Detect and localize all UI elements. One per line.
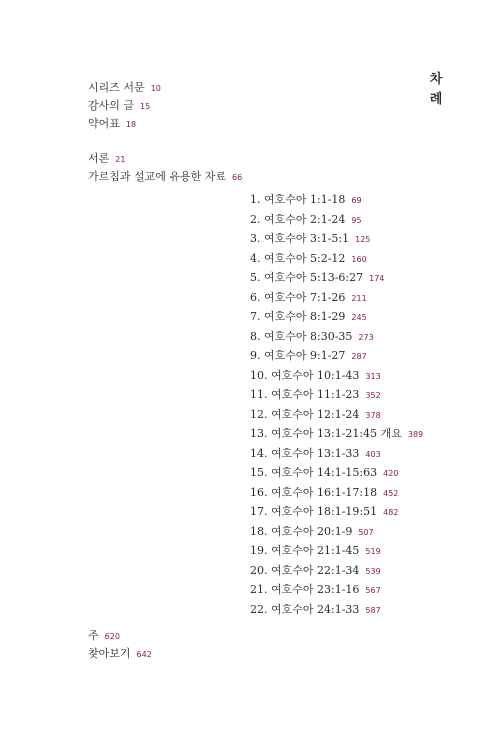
entry-page-number: 587 bbox=[365, 605, 381, 615]
entry-title: 20. 여호수아 22:1-34 bbox=[250, 563, 360, 577]
toc-entry-chapter-15[interactable] bbox=[250, 466, 398, 481]
toc-entry-chapter-18[interactable] bbox=[250, 525, 374, 540]
entry-page-number: 539 bbox=[365, 566, 381, 576]
toc-entry-chapter-3[interactable] bbox=[250, 232, 370, 247]
toc-heading bbox=[427, 70, 445, 110]
entry-title: 가르침과 설교에 유용한 자료 bbox=[88, 170, 227, 183]
entry-title: 약어표 bbox=[88, 117, 120, 130]
entry-title: 6. 여호수아 7:1-26 bbox=[250, 290, 346, 304]
entry-page-number: 482 bbox=[383, 508, 399, 517]
toc-entry-chapter-19[interactable] bbox=[250, 544, 381, 559]
entry-title: 7. 여호수아 8:1-29 bbox=[250, 310, 346, 323]
toc-entry-chapter-6[interactable] bbox=[250, 291, 367, 306]
entry-title: 15. 여호수아 14:1-15:63 bbox=[250, 466, 378, 479]
entry-page-number: 313 bbox=[365, 371, 381, 381]
toc-entry-introduction[interactable] bbox=[88, 152, 125, 167]
entry-title: 5. 여호수아 5:13-6:27 bbox=[250, 271, 364, 284]
entry-page-number: 174 bbox=[369, 274, 385, 283]
entry-page-number: 10 bbox=[150, 84, 161, 93]
entry-title: 22. 여호수아 24:1-33 bbox=[250, 602, 360, 616]
entry-title: 시리즈 서문 bbox=[88, 81, 145, 94]
entry-title: 19. 여호수아 21:1-45 bbox=[250, 544, 360, 557]
toc-entry-notes[interactable] bbox=[88, 629, 120, 644]
entry-page-number: 66 bbox=[232, 173, 243, 182]
entry-page-number: 15 bbox=[140, 102, 151, 111]
entry-title: 3. 여호수아 3:1-5:1 bbox=[250, 232, 350, 245]
toc-entry-chapter-17[interactable] bbox=[250, 505, 398, 520]
entry-title: 11. 여호수아 11:1-23 bbox=[250, 388, 360, 401]
entry-page-number: 378 bbox=[365, 410, 381, 420]
toc-entry-chapter-8[interactable] bbox=[250, 330, 374, 345]
toc-entry-chapter-13[interactable] bbox=[250, 427, 423, 442]
entry-title: 찾아보기 bbox=[88, 647, 131, 660]
entry-title: 4. 여호수아 5:2-12 bbox=[250, 251, 346, 265]
entry-page-number: 567 bbox=[365, 586, 381, 595]
entry-page-number: 403 bbox=[365, 449, 381, 459]
entry-title: 1. 여호수아 1:1-18 bbox=[250, 193, 346, 206]
entry-page-number: 420 bbox=[383, 469, 399, 478]
toc-entry-chapter-10[interactable] bbox=[250, 369, 381, 384]
entry-title: 8. 여호수아 8:30-35 bbox=[250, 329, 353, 343]
entry-page-number: 245 bbox=[351, 313, 367, 322]
toc-entry-acknowledgements[interactable] bbox=[88, 99, 150, 114]
entry-page-number: 18 bbox=[125, 120, 137, 129]
toc-entry-index[interactable] bbox=[88, 647, 152, 662]
entry-page-number: 21 bbox=[115, 155, 126, 164]
toc-entry-series-preface[interactable] bbox=[88, 81, 161, 96]
toc-entry-abbreviations[interactable] bbox=[88, 117, 136, 132]
entry-title: 2. 여호수아 2:1-24 bbox=[250, 212, 346, 226]
entry-title: 17. 여호수아 18:1-19:51 bbox=[250, 505, 378, 518]
entry-title: 10. 여호수아 10:1-43 bbox=[250, 368, 360, 382]
entry-title: 9. 여호수아 9:1-27 bbox=[250, 349, 346, 362]
toc-entry-chapter-16[interactable] bbox=[250, 486, 398, 501]
entry-page-number: 160 bbox=[351, 254, 367, 264]
entry-page-number: 95 bbox=[351, 215, 362, 225]
toc-entry-chapter-22[interactable] bbox=[250, 603, 381, 618]
toc-heading-char-1: 차 bbox=[429, 72, 443, 87]
toc-entry-chapter-1[interactable] bbox=[250, 193, 362, 208]
toc-entry-chapter-2[interactable] bbox=[250, 213, 362, 228]
entry-page-number: 389 bbox=[407, 430, 424, 439]
toc-entry-chapter-20[interactable] bbox=[250, 564, 381, 579]
toc-entry-chapter-7[interactable] bbox=[250, 310, 367, 325]
entry-page-number: 452 bbox=[383, 488, 399, 498]
toc-entry-chapter-4[interactable] bbox=[250, 252, 367, 267]
entry-title: 18. 여호수아 20:1-9 bbox=[250, 524, 353, 538]
toc-entry-chapter-14[interactable] bbox=[250, 447, 381, 462]
entry-title: 감사의 글 bbox=[88, 99, 135, 112]
toc-entry-chapter-21[interactable] bbox=[250, 583, 381, 598]
entry-page-number: 507 bbox=[358, 527, 374, 537]
entry-title: 13. 여호수아 13:1-21:45 개요 bbox=[250, 427, 402, 440]
entry-title: 주 bbox=[88, 629, 99, 642]
toc-entry-chapter-5[interactable] bbox=[250, 271, 384, 286]
entry-page-number: 69 bbox=[351, 196, 362, 205]
entry-title: 14. 여호수아 13:1-33 bbox=[250, 446, 360, 460]
toc-entry-resources[interactable] bbox=[88, 170, 242, 185]
toc-entry-chapter-11[interactable] bbox=[250, 388, 381, 403]
toc-heading-char-2: 례 bbox=[429, 92, 443, 107]
entry-title: 12. 여호수아 12:1-24 bbox=[250, 407, 360, 421]
entry-page-number: 125 bbox=[355, 235, 371, 244]
entry-page-number: 211 bbox=[351, 293, 367, 303]
entry-title: 16. 여호수아 16:1-17:18 bbox=[250, 485, 378, 499]
entry-page-number: 273 bbox=[358, 332, 374, 342]
entry-page-number: 620 bbox=[104, 632, 120, 641]
entry-page-number: 642 bbox=[136, 650, 152, 659]
entry-page-number: 519 bbox=[365, 547, 381, 556]
entry-page-number: 287 bbox=[351, 352, 367, 361]
entry-page-number: 352 bbox=[365, 391, 381, 400]
entry-title: 21. 여호수아 23:1-16 bbox=[250, 583, 360, 596]
toc-entry-chapter-9[interactable] bbox=[250, 349, 367, 364]
toc-entry-chapter-12[interactable] bbox=[250, 408, 381, 423]
entry-title: 서론 bbox=[88, 152, 110, 165]
